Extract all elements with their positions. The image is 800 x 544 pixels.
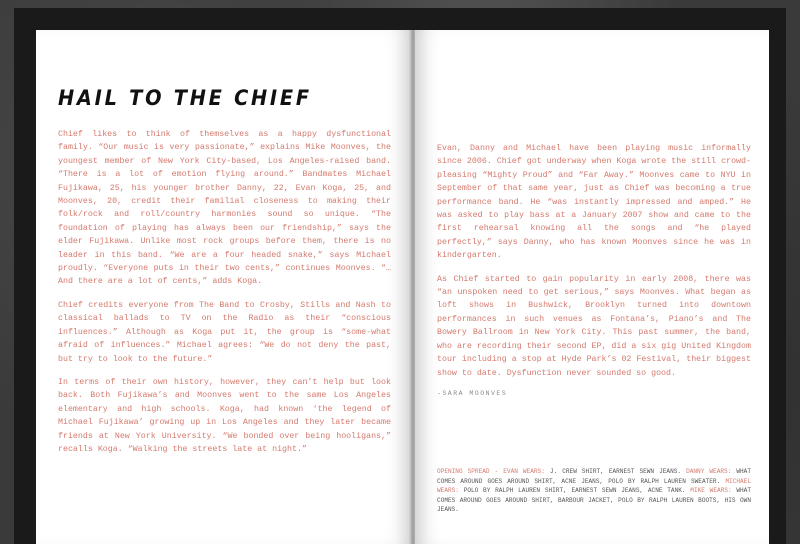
wardrobe-credits — [437, 467, 751, 515]
credit-text: POLO BY RALPH LAUREN SHIRT, EARNEST SEWN JEANS, ACNE TANK. — [458, 487, 691, 495]
body-paragraph: As Chief started to gain popularity in early 2008, there was “an unspoken need to get serious,” says Moonves. What began as loft shows in Bushwick, Brooklyn turned into downtown performances in such venues as Fontana’s, Piano’s and The Bowery Ballroom in New York City. This past summer, the band, who are recording their second EP, did a six gig United Kingdom tour including a stop at Hyde Park’s 02 Festival, their biggest show to date. Dysfunction never sounded so good. — [437, 274, 751, 378]
credit-text: J. CREW SHIRT, EARNEST SEWN JEANS. — [544, 468, 687, 475]
body-paragraph: Chief likes to think of themselves as a happy dysfunctional family. “Our music is very passionate,” explains Mike Moonves, the youngest member of New York City-based, Los Angeles-raised band. “There is a lot of emotion flying around.” Bandmates Michael Fujikawa, 25, his younger brother Danny, 22, Evan Koga, 25, and Moonves, 20, credit their familial closeness to making their folk/rock and roll/country harmonies sound so unique. “The foundation of playing has always been our friendship,” says the elder Fujikawa. Unlike most rock groups before them, there is no leader in this band. “We are a four headed snake,” says Michael proudly. “Everyone puts in their two cents,” continues Moonves. “…And there are a lot of cents,” adds Koga. — [58, 130, 391, 287]
body-paragraph: In terms of their own history, however, they can’t help but look back. Both Fujikawa’s and Moonves went to the same Los Angeles elementary and high schools. Koga, had known ‘the legend of Michael Fujikawa’ growing up in Los Angeles and they later became friends at New York University. “We bonded over being hooligans,” recalls Koga. “Walking the streets late at night.” — [58, 377, 391, 454]
credit-label: MIKE WEARS: — [690, 487, 732, 495]
credit-label: DANNY WEARS: — [686, 468, 732, 475]
left-page — [36, 30, 411, 544]
credit-label: OPENING SPREAD - EVAN WEARS: — [437, 468, 545, 475]
body-paragraph: Evan, Danny and Michael have been playing music informally since 2006. Chief got underway when Koga wrote the still crowd-pleasing “Mighty Proud” and “Far Away.” Moonves came to NYU in September of that same year, just as Chief was becoming a true performance band. He “was instantly impressed and amped.” He was asked to play bass at a January 2007 show and came to the first rehearsal knowing all the songs and “he played perfectly,” says Danny, who has known Moonves since he was in kindergarten. — [437, 144, 751, 261]
article-title: HAIL TO THE CHIEF — [58, 86, 312, 110]
credit-text: WHAT COMES AROUND GOES AROUND SHIRT, BARBOUR JACKET, POLO BY RALPH LAUREN BOOTS, HIS OWN JEANS. — [437, 487, 751, 514]
body-paragraph: Chief credits everyone from The Band to Crosby, Stills and Nash to classical ballads to TV on the Radio as their “conscious influences.” Although as Koga put it, the group is “some-what afraid of influences.” Michael agrees: “We do not deny the past, but try to look to the future.” — [58, 300, 391, 364]
magazine-spread — [14, 8, 786, 544]
author-byline: -SARA MOONVES — [437, 389, 508, 397]
right-page — [415, 30, 769, 544]
credit-text: WHAT COMES AROUND GOES AROUND SHIRT, ACNE JEANS, POLO BY RALPH LAUREN SWEATER. — [437, 468, 751, 485]
credit-label: MICHAEL WEARS: — [437, 477, 751, 495]
